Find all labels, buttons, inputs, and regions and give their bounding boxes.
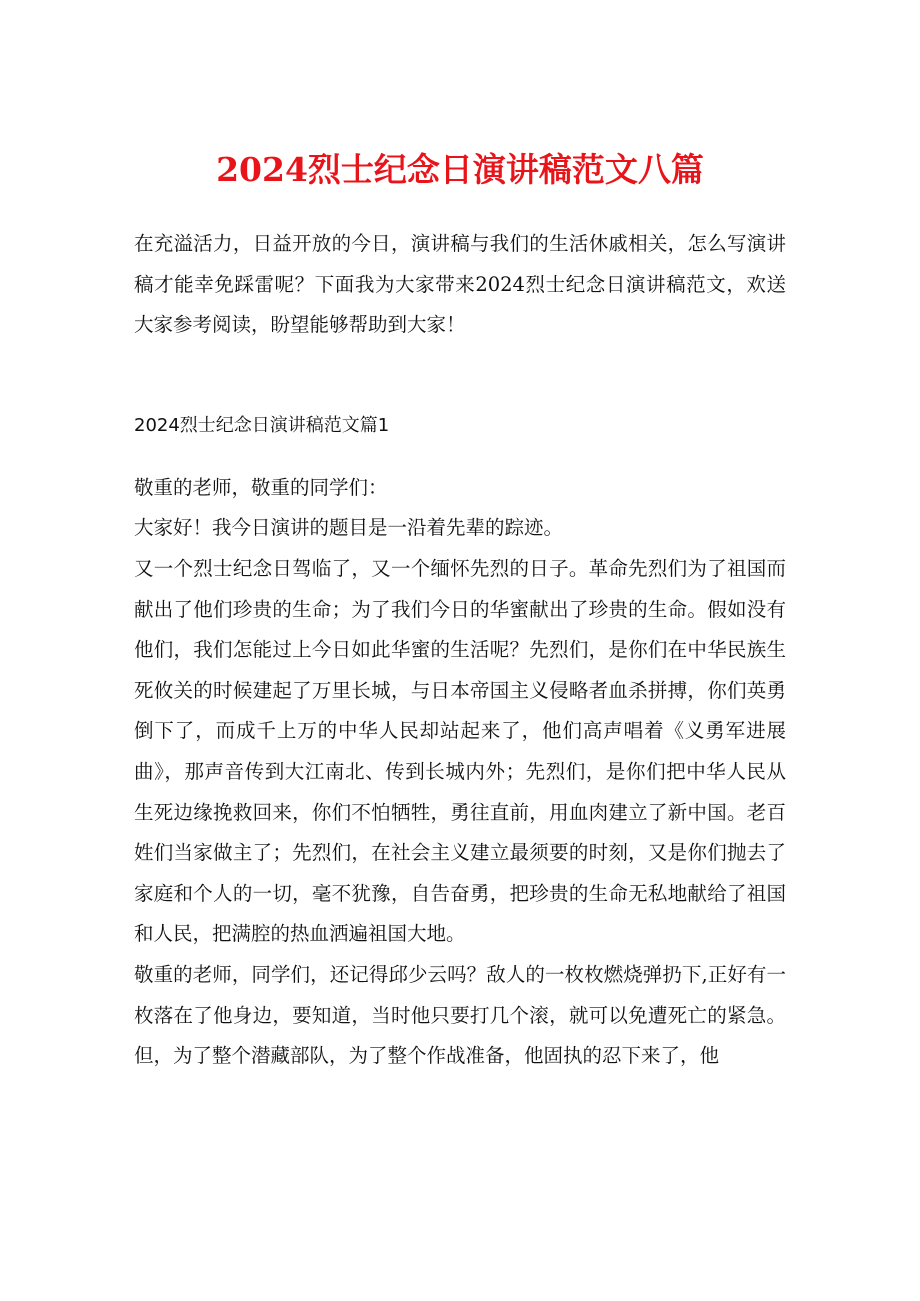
body-paragraph: 敬重的老师，同学们，还记得邱少云吗？敌人的一枚枚燃烧弹扔下,正好有一枚落在了他身边，要知道，当时他只要打几个滚，就可以免遭死亡的紧急。但，为了整个潜藏部队，为了整个作战准备，他固执的忍下来了，他	[134, 962, 786, 1068]
greeting-paragraph: 大家好！我今日演讲的题目是一沿着先辈的踪迹。	[134, 516, 564, 540]
document-title: 2024烈士纪念日演讲稿范文八篇	[216, 150, 704, 189]
intro-paragraph: 在充溢活力，日益开放的今日，演讲稿与我们的生活休戚相关，怎么写演讲稿才能幸免踩雷呢？下面我为大家带来2024烈士纪念日演讲稿范文，欢送大家参考阅读，盼望能够帮助到大家！	[134, 232, 786, 337]
body-paragraph: 又一个烈士纪念日驾临了，又一个缅怀先烈的日子。革命先烈们为了祖国而献出了他们珍贵的生命；为了我们今日的华蜜献出了珍贵的生命。假如没有他们，我们怎能过上今日如此华蜜的生活呢？先烈们，是你们在中华民族生死攸关的时候建起了万里长城，与日本帝国主义侵略者血杀拼搏，你们英勇倒下了，而成千上万的中华人民却站起来了，他们高声唱着《义勇军进展曲》，那声音传到大江南北、传到长城内外；先烈们，是你们把中华人民从生死边缘挽救回来，你们不怕牺牲，勇往直前，用血肉建立了新中国。老百姓们当家做主了；先烈们，在社会主义建立最须要的时刻，又是你们抛去了家庭和个人的一切，毫不犹豫，自告奋勇，把珍贵的生命无私地献给了祖国和人民，把满腔的热血洒遍祖国大地。	[134, 556, 786, 946]
spacer	[134, 346, 786, 406]
salutation-paragraph: 敬重的老师，敬重的同学们：	[134, 475, 388, 499]
spacer	[134, 446, 786, 468]
document-body	[134, 224, 786, 1077]
section-heading: 2024烈士纪念日演讲稿范文篇1	[134, 414, 390, 436]
